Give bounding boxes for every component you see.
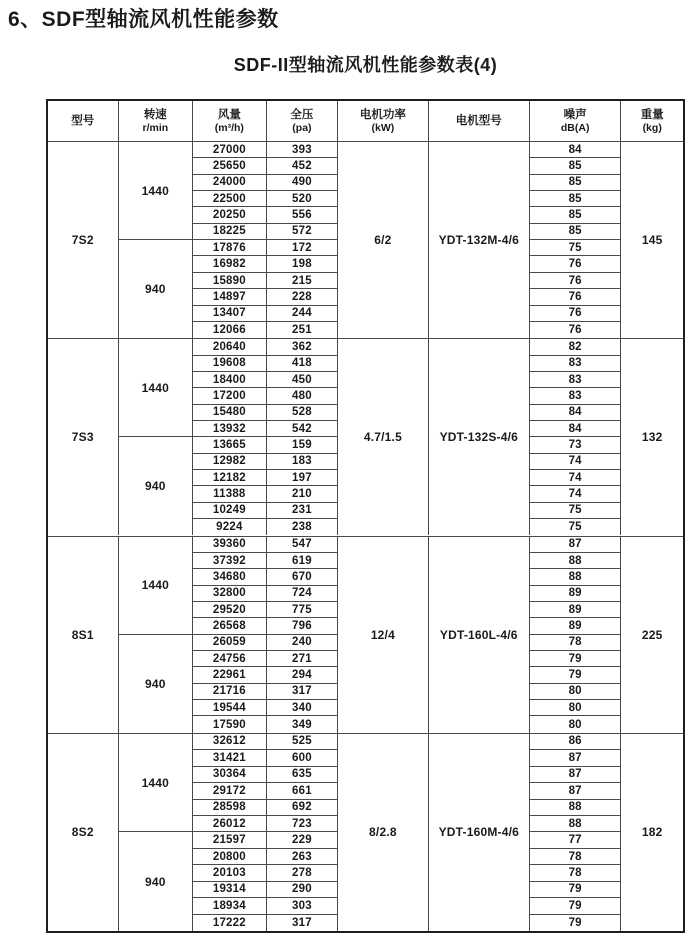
noise-cell: 89 xyxy=(530,586,621,602)
flow-cell: 21597 xyxy=(193,832,267,848)
table-section-7S3 xyxy=(48,339,683,536)
noise-cell: 86 xyxy=(530,734,621,750)
pressure-cell: 303 xyxy=(267,898,339,914)
header-weight-label: 重量 xyxy=(640,109,664,121)
flow-cell: 12182 xyxy=(193,470,267,486)
noise-cell: 84 xyxy=(530,405,621,421)
noise-cell: 77 xyxy=(530,832,621,848)
header-speed-label: 转速 xyxy=(143,109,167,121)
flow-cell: 13665 xyxy=(193,437,267,453)
header-pressure-unit: (pa) xyxy=(292,122,312,134)
header-flow xyxy=(193,101,267,141)
speed-cell: 1440 xyxy=(119,142,194,240)
noise-cell: 85 xyxy=(530,158,621,174)
speed-cell: 940 xyxy=(119,240,194,338)
noise-cell: 89 xyxy=(530,602,621,618)
noise-cell: 85 xyxy=(530,191,621,207)
pressure-cell: 251 xyxy=(267,322,339,338)
flow-cell: 14897 xyxy=(193,289,267,305)
pressure-cell: 670 xyxy=(267,569,339,585)
pressure-cell: 317 xyxy=(267,684,339,700)
noise-cell: 79 xyxy=(530,667,621,683)
header-weight xyxy=(621,101,683,141)
flow-cell: 15890 xyxy=(193,273,267,289)
weight-cell: 132 xyxy=(641,430,663,445)
pressure-cell: 661 xyxy=(267,783,339,799)
pressure-cell: 240 xyxy=(267,635,339,651)
pressure-cell: 183 xyxy=(267,454,339,470)
pressure-cell: 556 xyxy=(267,207,339,223)
pressure-cell: 215 xyxy=(267,273,339,289)
weight-cell: 182 xyxy=(641,825,663,840)
performance-table xyxy=(46,99,685,933)
header-noise-unit: dB(A) xyxy=(560,122,590,134)
pressure-cell: 197 xyxy=(267,470,339,486)
pressure-cell: 775 xyxy=(267,602,339,618)
page-title: 6、SDF型轴流风机性能参数 xyxy=(8,8,279,31)
pressure-cell: 393 xyxy=(267,142,339,158)
pressure-cell: 525 xyxy=(267,734,339,750)
noise-cell: 76 xyxy=(530,322,621,338)
noise-cell: 75 xyxy=(530,240,621,256)
noise-cell: 74 xyxy=(530,486,621,502)
motor-cell: YDT-132S-4/6 xyxy=(429,339,530,535)
header-speed xyxy=(119,101,194,141)
pressure-cell: 723 xyxy=(267,816,339,832)
pressure-cell: 452 xyxy=(267,158,339,174)
flow-cell: 24756 xyxy=(193,651,267,667)
pressure-cell: 619 xyxy=(267,553,339,569)
header-model-label: 型号 xyxy=(71,115,95,127)
power-cell: 8/2.8 xyxy=(338,734,428,931)
pressure-cell: 692 xyxy=(267,800,339,816)
table-section-7S2 xyxy=(48,142,683,339)
flow-cell: 17876 xyxy=(193,240,267,256)
pressure-cell: 362 xyxy=(267,339,339,355)
pressure-cell: 231 xyxy=(267,503,339,519)
speed-cell: 940 xyxy=(119,437,194,535)
noise-cell: 75 xyxy=(530,503,621,519)
flow-cell: 11388 xyxy=(193,486,267,502)
flow-cell: 12066 xyxy=(193,322,267,338)
flow-cell: 22961 xyxy=(193,667,267,683)
pressure-cell: 290 xyxy=(267,882,339,898)
noise-cell: 89 xyxy=(530,618,621,634)
pressure-cell: 724 xyxy=(267,586,339,602)
pressure-cell: 542 xyxy=(267,421,339,437)
noise-cell: 76 xyxy=(530,289,621,305)
pressure-cell: 198 xyxy=(267,256,339,272)
noise-cell: 78 xyxy=(530,635,621,651)
pressure-cell: 635 xyxy=(267,767,339,783)
noise-cell: 78 xyxy=(530,849,621,865)
header-power xyxy=(338,101,428,141)
flow-cell: 24000 xyxy=(193,175,267,191)
flow-cell: 21716 xyxy=(193,684,267,700)
model-cell: 7S2 xyxy=(48,142,119,338)
header-motor xyxy=(429,101,530,141)
flow-cell: 28598 xyxy=(193,800,267,816)
noise-cell: 73 xyxy=(530,437,621,453)
table-body xyxy=(48,142,683,931)
flow-cell: 13407 xyxy=(193,306,267,322)
flow-cell: 20250 xyxy=(193,207,267,223)
header-speed-unit: r/min xyxy=(142,122,169,134)
speed-cell: 1440 xyxy=(119,537,194,635)
flow-cell: 26568 xyxy=(193,618,267,634)
pressure-cell: 317 xyxy=(267,915,339,931)
table-section-8S2 xyxy=(48,734,683,931)
noise-cell: 87 xyxy=(530,783,621,799)
noise-cell: 79 xyxy=(530,882,621,898)
noise-cell: 84 xyxy=(530,142,621,158)
flow-cell: 19544 xyxy=(193,700,267,716)
noise-cell: 80 xyxy=(530,716,621,732)
pressure-cell: 796 xyxy=(267,618,339,634)
noise-cell: 88 xyxy=(530,553,621,569)
table-section-8S1 xyxy=(48,537,683,734)
motor-cell: YDT-160M-4/6 xyxy=(429,734,530,931)
flow-cell: 13932 xyxy=(193,421,267,437)
noise-cell: 87 xyxy=(530,767,621,783)
flow-cell: 32612 xyxy=(193,734,267,750)
flow-cell: 37392 xyxy=(193,553,267,569)
flow-cell: 20640 xyxy=(193,339,267,355)
noise-cell: 80 xyxy=(530,684,621,700)
flow-cell: 16982 xyxy=(193,256,267,272)
header-power-label: 电机功率 xyxy=(359,109,406,121)
noise-cell: 82 xyxy=(530,339,621,355)
flow-cell: 30364 xyxy=(193,767,267,783)
header-power-unit: (kW) xyxy=(371,122,395,134)
power-cell: 4.7/1.5 xyxy=(338,339,428,535)
noise-cell: 88 xyxy=(530,816,621,832)
flow-cell: 39360 xyxy=(193,537,267,553)
model-cell: 8S2 xyxy=(48,734,119,931)
flow-cell: 20103 xyxy=(193,865,267,881)
flow-cell: 18400 xyxy=(193,372,267,388)
weight-cell: 145 xyxy=(641,233,663,248)
noise-cell: 83 xyxy=(530,372,621,388)
noise-cell: 76 xyxy=(530,256,621,272)
flow-cell: 18934 xyxy=(193,898,267,914)
speed-cell: 940 xyxy=(119,635,194,733)
speed-cell: 940 xyxy=(119,832,194,931)
pressure-cell: 278 xyxy=(267,865,339,881)
motor-cell: YDT-160L-4/6 xyxy=(429,537,530,733)
pressure-cell: 210 xyxy=(267,486,339,502)
pressure-cell: 271 xyxy=(267,651,339,667)
noise-cell: 78 xyxy=(530,865,621,881)
noise-cell: 76 xyxy=(530,273,621,289)
header-motor-label: 电机型号 xyxy=(455,115,502,127)
pressure-cell: 528 xyxy=(267,405,339,421)
flow-cell: 29172 xyxy=(193,783,267,799)
header-pressure-label: 全压 xyxy=(290,109,314,121)
header-flow-unit: (m³/h) xyxy=(214,122,244,134)
flow-cell: 15480 xyxy=(193,405,267,421)
pressure-cell: 238 xyxy=(267,519,339,535)
flow-cell: 17200 xyxy=(193,388,267,404)
flow-cell: 17590 xyxy=(193,716,267,732)
pressure-cell: 263 xyxy=(267,849,339,865)
noise-cell: 80 xyxy=(530,700,621,716)
noise-cell: 85 xyxy=(530,207,621,223)
noise-cell: 74 xyxy=(530,470,621,486)
flow-cell: 27000 xyxy=(193,142,267,158)
noise-cell: 85 xyxy=(530,224,621,240)
speed-cell: 1440 xyxy=(119,734,194,833)
flow-cell: 34680 xyxy=(193,569,267,585)
pressure-cell: 294 xyxy=(267,667,339,683)
flow-cell: 26012 xyxy=(193,816,267,832)
pressure-cell: 490 xyxy=(267,175,339,191)
noise-cell: 75 xyxy=(530,519,621,535)
pressure-cell: 244 xyxy=(267,306,339,322)
noise-cell: 74 xyxy=(530,454,621,470)
pressure-cell: 228 xyxy=(267,289,339,305)
speed-cell: 1440 xyxy=(119,339,194,437)
header-model xyxy=(48,101,119,141)
flow-cell: 18225 xyxy=(193,224,267,240)
pressure-cell: 172 xyxy=(267,240,339,256)
model-cell: 8S1 xyxy=(48,537,119,733)
header-noise-label: 噪声 xyxy=(563,109,587,121)
flow-cell: 25650 xyxy=(193,158,267,174)
flow-cell: 10249 xyxy=(193,503,267,519)
pressure-cell: 450 xyxy=(267,372,339,388)
noise-cell: 83 xyxy=(530,388,621,404)
flow-cell: 29520 xyxy=(193,602,267,618)
pressure-cell: 572 xyxy=(267,224,339,240)
noise-cell: 79 xyxy=(530,915,621,931)
power-cell: 12/4 xyxy=(338,537,428,733)
pressure-cell: 349 xyxy=(267,716,339,732)
flow-cell: 20800 xyxy=(193,849,267,865)
header-weight-unit: (kg) xyxy=(642,122,662,134)
model-cell: 7S3 xyxy=(48,339,119,535)
pressure-cell: 418 xyxy=(267,356,339,372)
pressure-cell: 600 xyxy=(267,750,339,766)
header-pressure xyxy=(267,101,339,141)
noise-cell: 83 xyxy=(530,356,621,372)
pressure-cell: 229 xyxy=(267,832,339,848)
noise-cell: 85 xyxy=(530,175,621,191)
pressure-cell: 547 xyxy=(267,537,339,553)
noise-cell: 76 xyxy=(530,306,621,322)
header-flow-label: 风量 xyxy=(217,109,241,121)
flow-cell: 17222 xyxy=(193,915,267,931)
noise-cell: 87 xyxy=(530,750,621,766)
flow-cell: 22500 xyxy=(193,191,267,207)
table-header-row xyxy=(48,101,683,142)
pressure-cell: 340 xyxy=(267,700,339,716)
noise-cell: 79 xyxy=(530,898,621,914)
motor-cell: YDT-132M-4/6 xyxy=(429,142,530,338)
weight-cell: 225 xyxy=(641,627,663,642)
pressure-cell: 520 xyxy=(267,191,339,207)
flow-cell: 32800 xyxy=(193,586,267,602)
table-title: SDF-II型轴流风机性能参数表(4) xyxy=(233,55,498,75)
header-noise xyxy=(530,101,621,141)
flow-cell: 12982 xyxy=(193,454,267,470)
noise-cell: 87 xyxy=(530,537,621,553)
flow-cell: 26059 xyxy=(193,635,267,651)
pressure-cell: 480 xyxy=(267,388,339,404)
flow-cell: 9224 xyxy=(193,519,267,535)
flow-cell: 19608 xyxy=(193,356,267,372)
noise-cell: 88 xyxy=(530,800,621,816)
flow-cell: 19314 xyxy=(193,882,267,898)
noise-cell: 84 xyxy=(530,421,621,437)
noise-cell: 79 xyxy=(530,651,621,667)
flow-cell: 31421 xyxy=(193,750,267,766)
noise-cell: 88 xyxy=(530,569,621,585)
power-cell: 6/2 xyxy=(338,142,428,338)
pressure-cell: 159 xyxy=(267,437,339,453)
